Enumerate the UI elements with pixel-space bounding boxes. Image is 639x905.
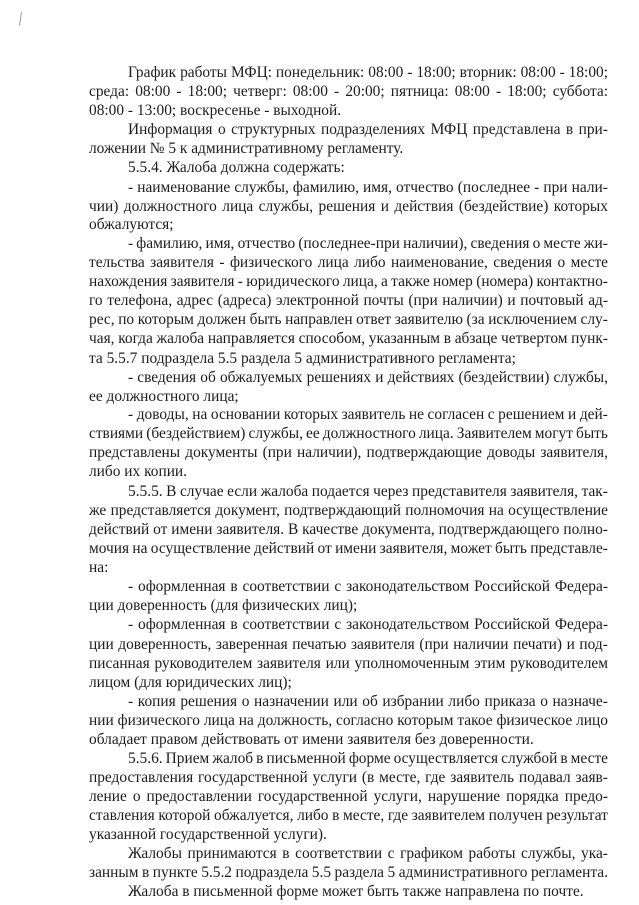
- text-line: [0, 577, 639, 597]
- text-line: [0, 329, 639, 349]
- text-line-content: 5.5.4. Жалоба должна содержать:: [128, 159, 345, 176]
- text-line: [0, 234, 639, 254]
- text-line-content: представлены документы (при наличии), подтверждающие доводы заявителя,: [89, 444, 608, 461]
- text-line: [0, 63, 639, 83]
- text-line: [0, 539, 639, 559]
- text-line-content: чая, когда жалоба направляется способом, указанным в абзаце четвертом пунк-: [89, 330, 608, 347]
- text-line: [0, 405, 639, 425]
- text-line: [0, 387, 639, 407]
- text-line: [0, 443, 639, 463]
- text-line-content: - фамилию, имя, отчество (последнее-при наличии), сведения о месте жи-: [128, 235, 608, 252]
- text-line-content: ложении № 5 к административному регламенту.: [89, 140, 404, 157]
- scan-mark: [19, 12, 26, 27]
- text-line: [0, 101, 639, 121]
- text-line-content: же представляется документ, подтверждающий полномочия на осуществление: [89, 502, 608, 519]
- text-line-content: - сведения об обжалуемых решениях и действиях (бездействии) службы,: [128, 369, 608, 386]
- text-line: [0, 139, 639, 159]
- text-line: [0, 787, 639, 807]
- text-line-content: на:: [89, 559, 109, 576]
- text-line-content: занным в пункте 5.5.2 подраздела 5.5 раздела 5 административного регламента.: [89, 864, 608, 881]
- text-line: [0, 749, 639, 769]
- text-line: [0, 825, 639, 845]
- text-line: [0, 596, 639, 616]
- text-line-content: Жалобы принимаются в соответствии с графиком работы службы, ука-: [128, 845, 608, 862]
- text-line-content: ции доверенность, заверенная печатью заявителя (при наличии печати) и под-: [89, 636, 608, 653]
- text-line-content: График работы МФЦ: понедельник: 08:00 - 18:00; вторник: 08:00 - 18:00;: [128, 64, 608, 81]
- text-line-content: ствиями (бездействием) службы, ее должностного лица. Заявителем могут быть: [89, 425, 608, 442]
- text-line: [0, 711, 639, 731]
- text-line: [0, 863, 639, 883]
- text-line-content: обладает правом действовать от имени заявителя без доверенности.: [89, 731, 534, 748]
- text-line-content: - оформленная в соответствии с законодательством Российской Федера-: [128, 578, 608, 595]
- text-line-content: - копия решения о назначении или об избрании либо приказа о назначе-: [128, 693, 608, 710]
- text-line-content: го телефона, адрес (адреса) электронной почты (при наличии) и почтовый ад-: [89, 292, 608, 309]
- text-line-content: ление о предоставлении государственной услуги, нарушение порядка предо-: [89, 788, 608, 805]
- text-line: [0, 272, 639, 292]
- text-line-content: тельства заявителя - физического лица либо наименование, сведения о месте: [89, 254, 608, 271]
- text-line-content: нахождения заявителя - юридического лица, а также номер (номера) контактно-: [89, 273, 608, 290]
- text-line: [0, 253, 639, 273]
- text-line-content: нии физического лица на должность, согласно которым такое физическое лицо: [89, 712, 608, 729]
- text-line: [0, 635, 639, 655]
- text-line: [0, 349, 639, 369]
- text-line-content: обжалуются;: [89, 216, 174, 233]
- text-line-content: 08:00 - 13:00; воскресенье - выходной.: [89, 102, 342, 119]
- text-line: [0, 310, 639, 330]
- text-line-content: указанной государственной услуги).: [89, 826, 327, 843]
- text-line-content: Жалоба в письменной форме может быть также направлена по почте.: [128, 883, 584, 900]
- text-line-content: лицом (для юридических лиц);: [89, 674, 292, 691]
- text-line-content: ставления которой обжалуется, либо в месте, где заявителем получен результат: [89, 807, 608, 824]
- text-line: [0, 215, 639, 235]
- text-line: [0, 882, 639, 902]
- text-line: [0, 482, 639, 502]
- text-line: [0, 291, 639, 311]
- text-line: [0, 158, 639, 178]
- text-line: [0, 197, 639, 217]
- text-line-content: - доводы, на основании которых заявитель не согласен с решением и дей-: [128, 406, 608, 423]
- text-line-content: та 5.5.7 подраздела 5.5 раздела 5 административного регламента;: [89, 350, 516, 367]
- text-line: [0, 692, 639, 712]
- text-line-content: мочия на осуществление действий от имени заявителя, может быть представле-: [89, 540, 608, 557]
- text-line: [0, 424, 639, 444]
- text-line: [0, 654, 639, 674]
- text-line: [0, 520, 639, 540]
- text-line: [0, 558, 639, 578]
- text-line-content: - оформленная в соответствии с законодательством Российской Федера-: [128, 616, 608, 633]
- text-line-content: ции доверенность (для физических лиц);: [89, 597, 358, 614]
- text-line: [0, 501, 639, 521]
- text-line-content: - наименование службы, фамилию, имя, отчество (последнее - при нали-: [128, 179, 608, 196]
- text-line-content: действий от имени заявителя. В качестве документа, подтверждающего полно-: [89, 521, 608, 538]
- text-line: [0, 730, 639, 750]
- text-line-content: 5.5.6. Прием жалоб в письменной форме осуществляется службой в месте: [128, 750, 608, 767]
- text-line: [0, 768, 639, 788]
- text-line: [0, 120, 639, 140]
- text-line: [0, 673, 639, 693]
- text-line-content: предоставления государственной услуги (в месте, где заявитель подавал заяв-: [89, 769, 608, 786]
- text-line: [0, 368, 639, 388]
- text-line-content: чии) должностного лица службы, решения и действия (бездействие) которых: [89, 198, 608, 215]
- text-line: [0, 178, 639, 198]
- text-line: [0, 844, 639, 864]
- text-line-content: Информация о структурных подразделениях МФЦ представлена в при-: [128, 121, 608, 138]
- text-line-content: рес, по которым должен быть направлен ответ заявителю (за исключением слу-: [89, 311, 608, 328]
- text-line-content: либо их копии.: [89, 463, 188, 480]
- text-line: [0, 462, 639, 482]
- text-line-content: ее должностного лица;: [89, 388, 239, 405]
- text-line-content: писанная руководителем заявителя или уполномоченным этим руководителем: [89, 655, 608, 672]
- text-line-content: 5.5.5. В случае если жалоба подается через представителя заявителя, так-: [128, 483, 608, 500]
- text-line: [0, 615, 639, 635]
- text-line: [0, 806, 639, 826]
- text-line-content: среда: 08:00 - 18:00; четверг: 08:00 - 20:00; пятница: 08:00 - 18:00; суббота:: [89, 83, 608, 100]
- text-line: [0, 82, 639, 102]
